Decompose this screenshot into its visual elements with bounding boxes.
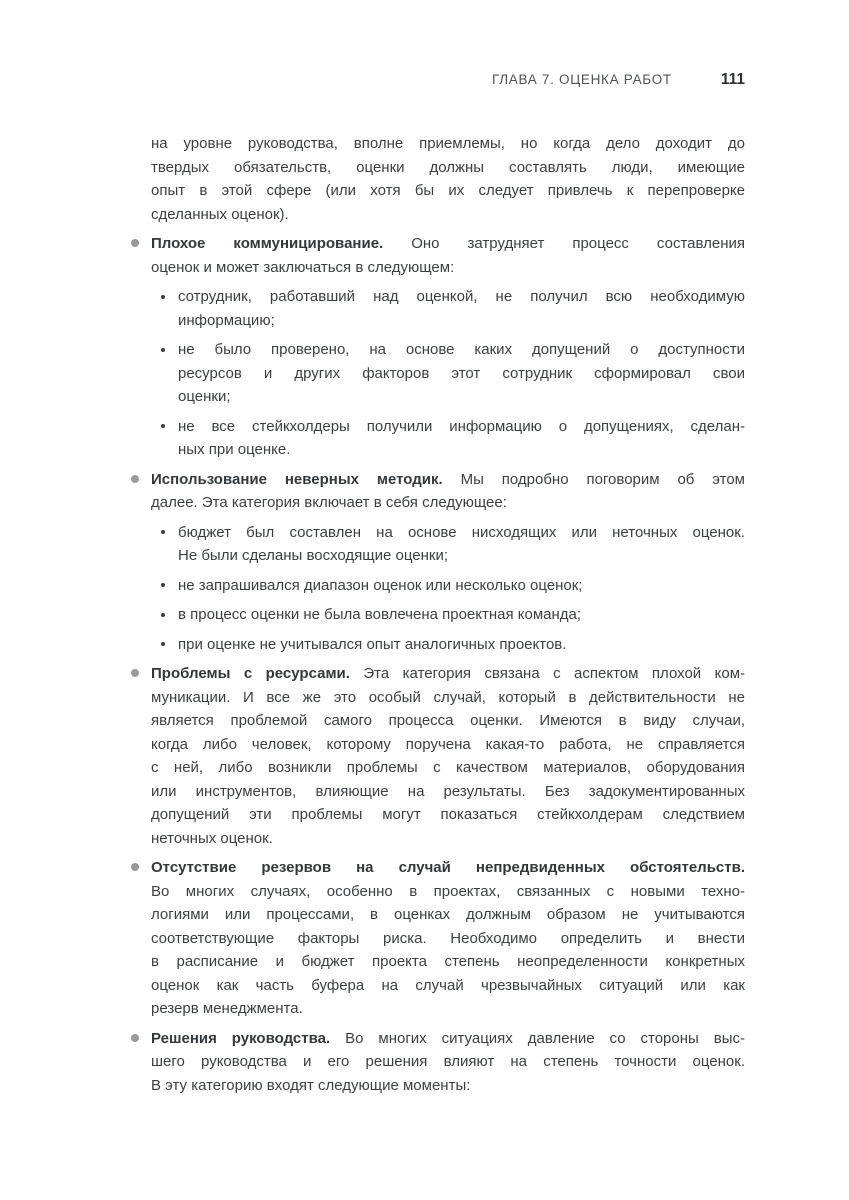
text-line: с ней, либо возникли проблемы с качеством материалов, оборудования xyxy=(151,759,745,776)
text-line: в процесс оценки не была вовлечена проектная команда; xyxy=(178,606,582,623)
bullet-item xyxy=(151,468,745,657)
text-line: при оценке не учитывался опыт аналогичных проектов. xyxy=(178,635,567,653)
text-line: оценки; xyxy=(178,388,231,405)
intro-paragraph xyxy=(151,132,745,226)
text-line: В эту категорию входят следующие моменты: xyxy=(151,1076,471,1094)
bullet-marker-icon xyxy=(131,475,139,483)
text-line: сделанных оценок). xyxy=(151,205,289,223)
text-line: неточных оценок. xyxy=(151,829,273,847)
sub-bullet-dot-icon xyxy=(161,348,165,352)
text-line: оценок и может заключаться в следующем: xyxy=(151,258,455,276)
bullet-lead-rest: Оно затрудняет процесс составления xyxy=(411,235,745,252)
sub-bullet-item xyxy=(178,415,745,462)
bullet-item xyxy=(151,1027,745,1098)
bullet-lead: Плохое коммуницирование. xyxy=(151,235,384,252)
text-line: логиями или процессами, в оценках должным образом не учитываются xyxy=(151,906,745,923)
sub-bullet-item xyxy=(178,521,745,568)
bullet-marker-icon xyxy=(131,239,139,247)
text-line: ных при оценке. xyxy=(178,441,291,458)
sub-bullet-dot-icon xyxy=(161,642,165,646)
bullet-lead: Решения руководства. xyxy=(151,1029,331,1047)
text-line xyxy=(151,232,745,256)
text-line: на уровне руководства, вполне приемлемы, но когда дело доходит до xyxy=(151,135,745,152)
bullet-marker-icon xyxy=(131,1034,139,1042)
text-line: ресурсов и других факторов этот сотрудник сформировал свои xyxy=(178,364,745,382)
text-line: муникации. И все же это особый случай, который в действительности не xyxy=(151,688,745,706)
text-line: Во многих случаях, особенно в проектах, связанных с новыми техно- xyxy=(151,882,745,900)
text-line: оценок как часть буфера на случай чрезвычайных ситуаций или как xyxy=(151,976,745,994)
bullet-marker-icon xyxy=(131,669,139,677)
bullet-lead-rest: Мы подробно поговорим об этом xyxy=(460,470,745,488)
sub-bullet-item xyxy=(178,633,745,657)
text-line xyxy=(151,1027,745,1051)
bullet-lead: Отсутствие резервов на случай непредвиденных обстоятельств. xyxy=(151,859,745,876)
sub-bullet-dot-icon xyxy=(161,424,165,428)
text-line: шего руководства и его решения влияют на степень точности оценок. xyxy=(151,1053,745,1070)
sub-bullet-item xyxy=(178,338,745,409)
text-line: является проблемой самого процесса оценки. Имеются в виду случаи, xyxy=(151,712,745,729)
text-line: в расписание и бюджет проекта степень неопределенности конкретных xyxy=(151,953,745,970)
sub-bullet-item xyxy=(178,603,745,627)
sub-bullet-item xyxy=(178,574,745,598)
sub-bullet-dot-icon xyxy=(161,613,165,617)
text-line xyxy=(151,856,745,880)
text-line: твердых обязательств, оценки должны составлять люди, имеющие xyxy=(151,158,745,176)
text-line: сотрудник, работавший над оценкой, не получил всю необходимую xyxy=(178,288,745,305)
text-line xyxy=(151,662,745,686)
text-line: или инструментов, влияющие на результаты. Без задокументированных xyxy=(151,782,745,800)
bullet-lead: Использование неверных методик. xyxy=(151,470,443,488)
text-line: опыт в этой сфере (или хотя бы их следует привлечь к перепроверке xyxy=(151,182,745,199)
sub-bullet-dot-icon xyxy=(161,530,165,534)
text-line: далее. Эта категория включает в себя следующее: xyxy=(151,494,507,511)
bullet-lead-rest: Во многих ситуациях давление со стороны выс- xyxy=(345,1029,745,1047)
text-line: не все стейкхолдеры получили информацию о допущениях, сделан- xyxy=(178,417,745,435)
text-line: допущений эти проблемы могут показаться стейкхолдерам следствием xyxy=(151,806,745,823)
sub-bullet-item xyxy=(178,285,745,332)
page-header xyxy=(151,70,745,90)
page-number: 111 xyxy=(720,71,745,88)
text-line: Не были сделаны восходящие оценки; xyxy=(178,547,449,564)
bullet-marker-icon xyxy=(131,863,139,871)
bullet-lead: Проблемы с ресурсами. xyxy=(151,665,350,682)
bullet-item xyxy=(151,232,745,462)
text-line xyxy=(151,468,745,492)
sub-bullet-dot-icon xyxy=(161,583,165,587)
page-body xyxy=(151,132,745,1097)
running-head: ГЛАВА 7. ОЦЕНКА РАБОТ xyxy=(491,72,672,87)
bullet-item xyxy=(151,856,745,1021)
text-line: не запрашивался диапазон оценок или несколько оценок; xyxy=(178,576,583,594)
sub-bullet-dot-icon xyxy=(161,295,165,299)
text-line: не было проверено, на основе каких допущений о доступности xyxy=(178,341,745,358)
bullet-item xyxy=(151,662,745,850)
text-line: резерв менеджмента. xyxy=(151,1000,303,1017)
text-line: соответствующие факторы риска. Необходимо определить и внести xyxy=(151,929,745,947)
bullet-lead-rest: Эта категория связана с аспектом плохой ком- xyxy=(363,665,745,682)
text-line: когда либо человек, которому поручена какая-то работа, не справляется xyxy=(151,735,745,753)
text-line: бюджет был составлен на основе нисходящих или неточных оценок. xyxy=(178,523,745,541)
text-line: информацию; xyxy=(178,311,275,329)
